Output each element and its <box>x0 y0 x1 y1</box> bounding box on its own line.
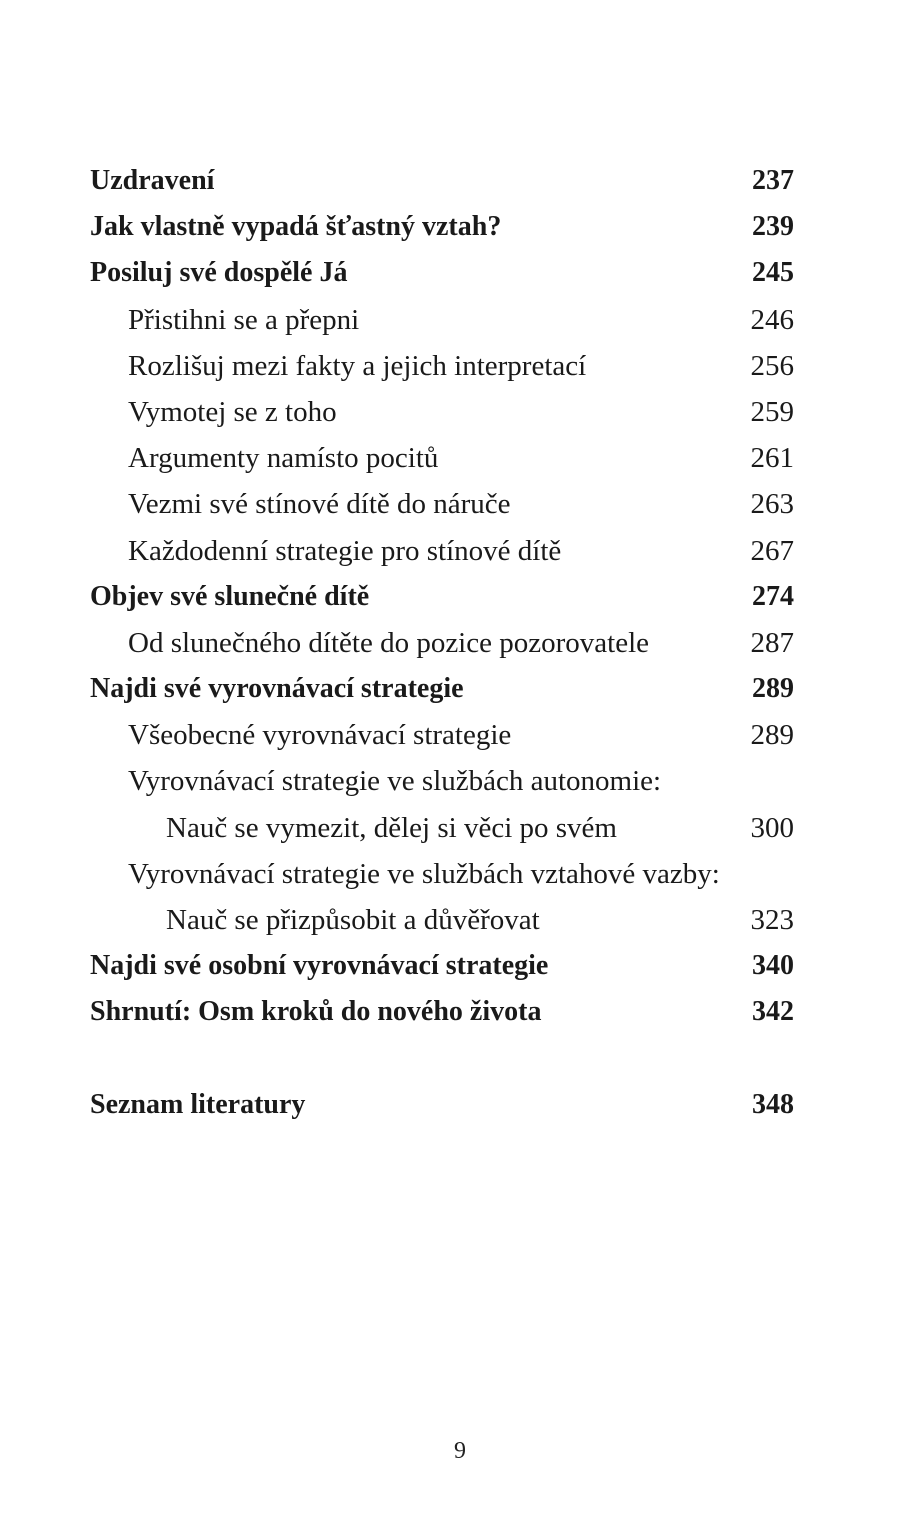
toc-entry <box>90 897 794 943</box>
toc-entry-title: Uzdravení <box>90 165 215 196</box>
toc-entry <box>90 851 794 897</box>
toc-entry-page: 237 <box>752 165 794 196</box>
toc-entry <box>90 389 794 435</box>
toc-entry-title: Jak vlastně vypadá šťastný vztah? <box>90 211 502 243</box>
toc-entry <box>90 158 794 204</box>
toc-entry-title: Najdi své osobní vyrovnávací strategie <box>90 950 549 982</box>
toc-entry <box>90 574 794 620</box>
table-of-contents <box>90 158 794 1128</box>
toc-entry <box>90 1082 794 1128</box>
toc-entry <box>90 620 794 666</box>
toc-entry-title: Rozlišuj mezi fakty a jejich interpretací <box>128 349 587 382</box>
toc-entry-title: Najdi své vyrovnávací strategie <box>90 673 464 705</box>
toc-entry-page: 274 <box>752 580 794 612</box>
toc-entry-page: 246 <box>750 303 794 336</box>
page-number: 9 <box>454 1438 466 1464</box>
toc-entry-page: 287 <box>750 626 794 659</box>
toc-entry <box>90 343 794 389</box>
toc-entry <box>90 204 794 250</box>
toc-entry <box>90 943 794 989</box>
toc-entry <box>90 528 794 574</box>
toc-entry-title: Objev své slunečné dítě <box>90 580 370 612</box>
toc-entry-title: Od slunečného dítěte do pozice pozorovatele <box>128 626 649 659</box>
toc-entry-page: 239 <box>752 211 794 243</box>
toc-entry-page: 256 <box>750 349 794 382</box>
toc-entry-title: Všeobecné vyrovnávací strategie <box>128 719 512 752</box>
toc-entry-page: 323 <box>750 904 794 936</box>
toc-entry-title: Nauč se přizpůsobit a důvěřovat <box>166 904 540 936</box>
toc-entry-title: Vymotej se z toho <box>128 395 337 428</box>
toc-entry-page: 340 <box>752 950 794 982</box>
toc-entry-title: Vyrovnávací strategie ve službách autonomie: <box>128 765 662 798</box>
toc-entry-title: Přistihni se a přepni <box>128 303 360 336</box>
toc-entry-page: 261 <box>750 442 794 475</box>
toc-entry <box>90 805 794 851</box>
toc-entry <box>90 481 794 527</box>
toc-entry <box>90 297 794 343</box>
toc-entry-title: Nauč se vymezit, dělej si věci po svém <box>166 811 617 844</box>
toc-entry-title: Vyrovnávací strategie ve službách vztahové vazby: <box>128 857 720 890</box>
toc-entry <box>90 712 794 758</box>
toc-entry-page: 300 <box>750 811 794 844</box>
toc-entry-page: 267 <box>750 534 794 567</box>
toc-entry <box>90 250 794 296</box>
toc-entry-page: 289 <box>750 719 794 752</box>
toc-entry <box>90 435 794 481</box>
toc-entry-title: Každodenní strategie pro stínové dítě <box>128 534 562 567</box>
toc-entry-title: Posiluj své dospělé Já <box>90 257 348 289</box>
toc-entry-page: 348 <box>752 1088 794 1120</box>
toc-entry <box>90 989 794 1035</box>
toc-entry-page: 342 <box>752 996 794 1028</box>
toc-entry-page: 289 <box>752 673 794 705</box>
toc-entry <box>90 666 794 712</box>
toc-entry-title: Argumenty namísto pocitů <box>128 442 439 475</box>
toc-entry-title: Shrnutí: Osm kroků do nového života <box>90 996 542 1028</box>
toc-entry-page: 259 <box>750 395 794 428</box>
toc-entry-title: Vezmi své stínové dítě do náruče <box>128 488 511 521</box>
toc-entry-title: Seznam literatury <box>90 1088 306 1120</box>
toc-entry-page: 263 <box>750 488 794 521</box>
toc-entry-page: 245 <box>752 257 794 289</box>
toc-entry <box>90 758 794 804</box>
